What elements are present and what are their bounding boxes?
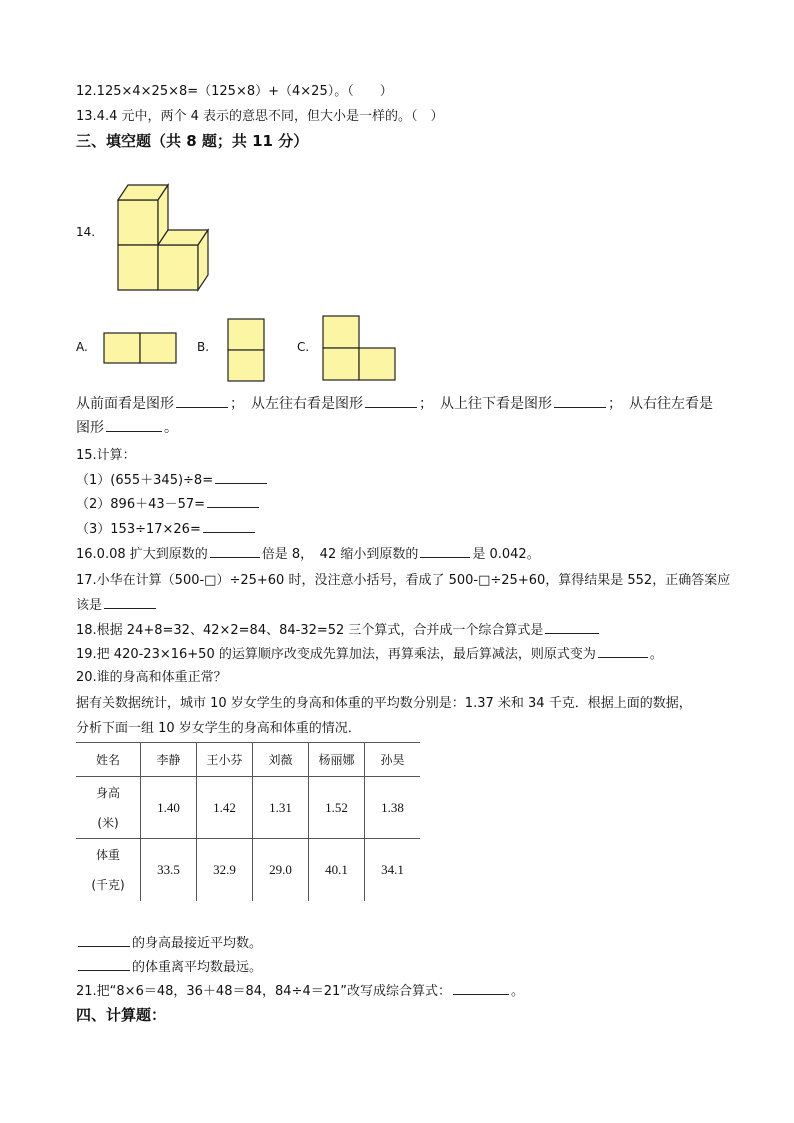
height-value: 1.38 <box>365 777 421 839</box>
weight-value: 32.9 <box>197 839 253 901</box>
answer-blank-calc-1[interactable] <box>215 471 267 484</box>
question-20-title: 20.谁的身高和体重正常？ <box>76 670 227 685</box>
weight-value: 29.0 <box>253 839 309 901</box>
question-20-answer-1 <box>76 932 262 951</box>
view-top-text: ； 从上往下看是图形 <box>419 396 552 412</box>
question-16-part-a: 16.0.08 扩大到原数的 <box>76 547 208 562</box>
table-row-height <box>76 777 420 839</box>
question-14-number: 14. <box>76 225 96 239</box>
question-14-text-line2 <box>76 417 178 437</box>
answer-blank-left[interactable] <box>365 395 417 408</box>
option-c-figure <box>322 315 396 381</box>
height-value: 1.42 <box>197 777 253 839</box>
height-weight-table <box>76 742 420 901</box>
row-label-line: (千克) <box>91 877 125 892</box>
height-value: 1.40 <box>141 777 197 839</box>
calc-item-3-text: （3）153÷17×26= <box>76 522 201 537</box>
row-label-line: (米) <box>97 815 119 830</box>
question-18-text: 18.根据 24+8=32、42×2=84、84-32=52 三个算式，合并成一个综合算式是 <box>76 623 544 638</box>
table-header-cell: 王小芬 <box>197 743 253 777</box>
option-a-figure <box>103 332 177 364</box>
question-16-part-c: 是 0.042。 <box>472 547 540 562</box>
table-header-row <box>76 743 420 777</box>
option-a-label: A. <box>76 340 88 354</box>
height-value: 1.31 <box>253 777 309 839</box>
answer-blank-20b[interactable] <box>78 958 130 971</box>
cube-stack-figure <box>110 180 215 295</box>
answer-2-text: 的体重离平均数最远。 <box>132 960 263 975</box>
calc-item-3 <box>76 518 257 537</box>
calc-item-2-text: （2）896＋43－57= <box>76 497 206 512</box>
calc-item-1-text: （1）(655＋345)÷8= <box>76 473 214 488</box>
answer-1-text: 的身高最接近平均数。 <box>132 936 263 951</box>
row-label-line: 身高 <box>95 785 120 800</box>
calc-item-1 <box>76 469 269 488</box>
calc-item-2 <box>76 493 261 512</box>
question-20-answer-2 <box>76 956 262 975</box>
answer-blank-front[interactable] <box>176 395 228 408</box>
weight-value: 34.1 <box>365 839 421 901</box>
question-20-desc-1: 据有关数据统计，城市 10 岁女学生的身高和体重的平均数分别是：1.37 米和 34 千克．根据上面的数据， <box>76 696 692 711</box>
question-17-part-b: 该是 <box>76 598 103 613</box>
answer-blank-16b[interactable] <box>420 545 470 558</box>
question-16-part-b: 倍是 8， 42 缩小到原数的 <box>261 547 419 562</box>
period: 。 <box>164 420 178 436</box>
question-13: 13.4.4 元中，两个 4 表示的意思不同，但大小是一样的。（ ） <box>76 109 444 124</box>
question-21-period: 。 <box>511 984 525 999</box>
question-18 <box>76 619 601 638</box>
weight-value: 33.5 <box>141 839 197 901</box>
height-value: 1.52 <box>309 777 365 839</box>
question-16 <box>76 543 540 562</box>
option-b-label: B. <box>197 340 210 354</box>
answer-blank-right[interactable] <box>106 419 162 432</box>
question-21 <box>76 980 524 999</box>
answer-blank-20a[interactable] <box>78 934 130 947</box>
option-b-figure <box>227 318 265 382</box>
question-14-text-line1 <box>76 393 713 413</box>
table-header-cell: 姓名 <box>76 743 141 777</box>
answer-blank-21[interactable] <box>453 982 509 995</box>
question-19 <box>76 643 663 662</box>
table-row-weight <box>76 839 420 901</box>
question-17-line2 <box>76 594 158 613</box>
view-right-text: ； 从右往左看是 <box>608 396 713 412</box>
view-left-text: ； 从左往右看是图形 <box>230 396 363 412</box>
table-header-cell: 李静 <box>141 743 197 777</box>
question-15-title: 15.计算： <box>76 448 136 463</box>
table-header-cell: 杨丽娜 <box>309 743 365 777</box>
question-20-desc-2: 分析下面一组 10 岁女学生的身高和体重的情况． <box>76 721 361 736</box>
answer-blank-17[interactable] <box>104 596 156 609</box>
question-19-period: 。 <box>649 647 663 662</box>
answer-blank-calc-3[interactable] <box>203 520 255 533</box>
answer-blank-16a[interactable] <box>210 545 260 558</box>
table-header-cell: 孙昊 <box>365 743 421 777</box>
question-19-text: 19.把 420-23×16+50 的运算顺序改变成先算加法，再算乘法，最后算减法，则原式变为 <box>76 647 596 662</box>
row-label-line: 体重 <box>95 847 120 862</box>
section-4-heading: 四、计算题： <box>76 1006 167 1024</box>
answer-blank-19[interactable] <box>598 645 648 658</box>
row-label-weight <box>76 839 141 901</box>
row-label-height <box>76 777 141 839</box>
weight-value: 40.1 <box>309 839 365 901</box>
question-17-line1: 17.小华在计算（500-□）÷25+60 时，没注意小括号，看成了 500-□÷25+60，算得结果是 552，正确答案应 <box>76 573 731 588</box>
option-c-label: C. <box>297 340 310 354</box>
section-3-heading: 三、填空题（共 8 题；共 11 分） <box>76 132 309 150</box>
view-front-text: 从前面看是图形 <box>76 396 174 412</box>
question-12: 12.125×4×25×8=（125×8）+（4×25）。（ ） <box>76 84 393 99</box>
answer-blank-top[interactable] <box>554 395 606 408</box>
answer-blank-calc-2[interactable] <box>207 495 259 508</box>
figure-word: 图形 <box>76 420 104 436</box>
answer-blank-18[interactable] <box>545 621 599 634</box>
table-header-cell: 刘薇 <box>253 743 309 777</box>
question-21-text: 21.把“8×6＝48，36＋48＝84，84÷4＝21”改写成综合算式： <box>76 984 451 999</box>
